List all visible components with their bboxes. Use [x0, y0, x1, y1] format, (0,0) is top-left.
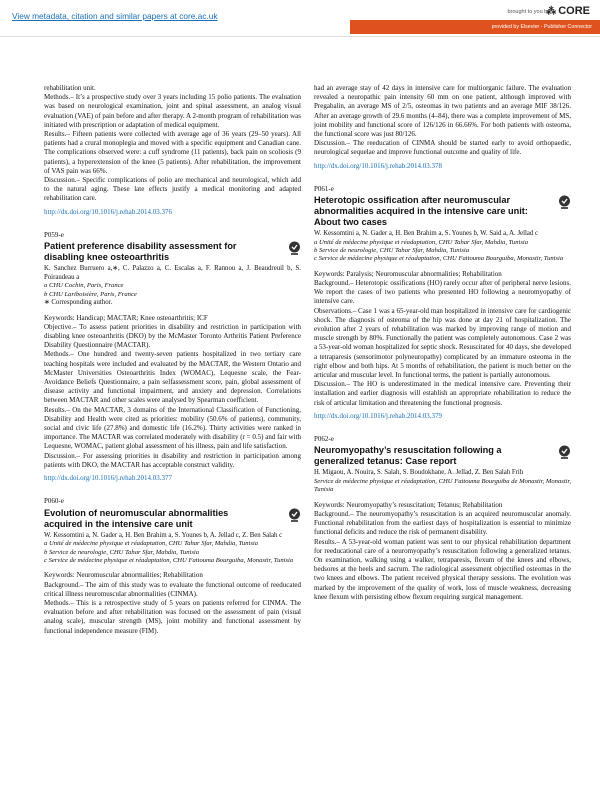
keywords: Keywords: Handicap; MACTAR; Knee osteoarthritis; ICF — [44, 313, 208, 322]
core-logo-icon: ⁂ — [546, 6, 557, 17]
brought-by-label: brought to you by — [507, 9, 550, 15]
background: Background.– Heterotopic ossifications (HO) rarely occur after of peripheral nerve lesions. We report the cases of two patients who presented HO following a neuromyopathy of intensive care. — [314, 279, 571, 306]
affiliation: c Service de médecine physique et réadaptation, CHU Fattouma Bourguiba, Monastir, Tunisia — [44, 556, 294, 564]
results: Results.– On the MACTAR, 3 domains of the International Classification of Functioning, Disability and Health were cited as priorities: mobility (50.6% of patients), community, social and civic life (27.8%) and domestic life (16.2%). Thirty activities were ranked in importance. The MACTAR was correlated moderately with disability (r = 0.5) and fair with Lequesne, WOMAC, patient global assessment of his illness, pain and life satisfaction. — [44, 405, 301, 451]
methods: Methods.– This is a retrospective study of 5 years on patients referred for CINMA. The evaluation before and after rehabilitation was focused on the assessment of pain (visual analog scale), muscular strength (MS), joint mobility and functional assessment by functional independence measure (FIM). — [44, 598, 301, 635]
affiliation: a Unité de médecine physique et réadaptation, CHU Tahar Sfar, Mahdia, Tunisia — [44, 540, 259, 548]
affiliation: a Unité de médecine physique et réadaptation, CHU Tahar Sfar, Mahdia, Tunisia — [314, 238, 529, 246]
doi-link[interactable]: http://dx.doi.org/10.1016/j.rehab.2014.03.379 — [314, 411, 443, 420]
observations: Observations.– Case 1 was a 65-year-old man hospitalized in intensive care for cardiogenic shock. The diagnosis of osteoma of the hip was done at day 21 of hospitalization. The evolution after 2 years of rehabilitation was marked by improving range of motion and muscle strength by 80%. Functionally the patient was completely autonomous. Case 2 was a 53-year-old woman hospitalized for septic shock. Resuscitated for 40 days, she developed a tetraparesis (sensorimotor polyneuropathy) complicated by an immature osteoma in the right elbow and both hips. At 5 months of rehabilitation, the patient is much better on the articular and muscular level. In functional terms, the patient is partially autonomous. — [314, 306, 571, 380]
affiliation: c Service de médecine physique et réadaptation, CHU Fattouma Bourguiba, Monastir, Tunisia — [314, 255, 564, 263]
keywords: Keywords: Neuromuscular abnormalities; Rehabilitation — [44, 571, 203, 580]
abstract-code: P062-e — [314, 435, 334, 444]
results: Results.– A 53-year-old woman patient was sent to our physical rehabilitation department for reeducational care of a neuromyopathy’s resuscitation following a generalized tetanus. On examination, walking using a walker, tetraparesis, flexum of the knees and elbows, bedsores at the heels and sacrum. The radiological assessment objectified osteomas in the two knees and elbows. The patient received physical therapy sessions. The evolution was marked by the improvement of the quality of work, loss of muscle weakness, decreasing knee flexum with persisting elbow flexum requiring surgical management. — [314, 537, 571, 601]
background: Background.– The neuromyopathy’s resuscitation is an acquired neuromuscular anomaly. Functional rehabilitation from the earliest days of hospitalization is essential to minimize functional deficits and reduce the risk of permanent disability. — [314, 509, 571, 537]
authors: W. Kessomtini a, N. Gader a, H. Ben Brahim a, S. Younes b, A. Jellad c, Z. Ben Salah c — [44, 531, 283, 539]
metadata-link[interactable]: View metadata, citation and similar papers at core.ac.uk — [12, 11, 218, 21]
core-logo[interactable]: ⁂ CORE — [546, 5, 590, 17]
prev-discussion: Discussion.– The reeducation of CINMA should be started early to avoid orthopaedic, neurological sequelae and improve functional outcome and quality of life. — [314, 139, 571, 157]
doi-link[interactable]: http://dx.doi.org/10.1016/j.rehab.2014.03.377 — [44, 474, 173, 483]
abstract-title: Evolution of neuromuscular abnormalities acquired in the intensive care unit — [44, 507, 229, 529]
abstract-title: Heterotopic ossification after neuromuscular abnormalities acquired in the intensive care unit: About two cases — [314, 195, 528, 228]
affiliation: b Service de neurologie, CHU Tahar Sfar, Mahdia, Tunisia — [314, 247, 470, 255]
keywords: Keywords: Neuromyopathy’s resuscitation; Tetanus; Rehabilitation — [314, 500, 503, 509]
objective: Objective.– To assess patient priorities in disability and restriction in participation with disabling knee osteoarthritis (DKO) by the McMaster Toronto Arthritis Patient Preference Disability Questionnaire (MACTAR). — [44, 322, 301, 350]
affiliation: b CHU Lariboisière, Paris, France — [44, 290, 137, 298]
abstract-code: P060-e — [44, 497, 64, 506]
authors: K. Sanchez Burruero a,∗, C. Palazzo a, C. Escalas a, F. Rannou a, J. Beaudreuil b, S. Poiraudeau a — [44, 265, 301, 281]
authors: W. Kessomtini a, N. Gader a, H. Ben Brahim a, S. Younes b, W. Said a, A. Jellad c — [314, 230, 539, 238]
affiliation: b Service de neurologie, CHU Tahar Sfar, Mahdia, Tunisia — [44, 548, 200, 556]
prev-results: had an average stay of 42 days in intensive care for multiorganic failure. The evaluation revealed a neuropathic pain intensity 60 mm on one patient, although improved with Pregabalin, an average MS of 2/5, osteomas in two patients and an average MIF 38/126. After an average growth of 29.6 months (4–84), there was a complete improvement of MS, joint mobility and functional score of 126/126 in 66.66%. For both patients with osteoma, the functional score was just 80/126. — [314, 84, 571, 139]
affiliation: a CHU Cochin, Paris, France — [44, 282, 124, 290]
doi-link[interactable]: http://dx.doi.org/10.1016/j.rehab.2014.03.378 — [314, 161, 443, 170]
left-column — [44, 84, 301, 636]
prev-discussion: Discussion.– Specific complications of polio are mechanical and neurological, which add to the natural aging. These late effects justify a medical monitoring and adapted rehabilitation care. — [44, 176, 301, 203]
crossmark-icon[interactable] — [558, 195, 571, 210]
prev-methods: Methods.– It’s a prospective study over 3 years including 15 polio patients. The evaluation was based on neurological examination, joint and spinal assessment, an analog visual evaluation (VAE) of pain before and after therapy. A 2-month program of rehabilitation was initiated with prescription or adaptation of medical equipment. — [44, 93, 301, 129]
prev-intro: rehabilitation unit. — [44, 84, 96, 92]
keywords: Keywords: Paralysis; Neuromuscular abnormalities; Rehabilitation — [314, 269, 502, 278]
abstract-code: P059-e — [44, 230, 64, 239]
prev-results: Results.– Fifteen patients were collected with average age of 36 years (29–50 years). All patients had a crural monoplegia and moved with a specific equipment and Canadian cane. The complications observed were: a cuff syndrome (11 patients), back pain on scoliosis (9 patients), a hyperextension of the knee (5 patients). After rehabilitation, the improvement of VAS pain was 66%. — [44, 130, 301, 175]
crossmark-icon[interactable] — [288, 508, 301, 523]
core-banner — [0, 0, 600, 37]
abstract-code: P061-e — [314, 184, 334, 193]
background: Background.– The aim of this study was to evaluate the functional outcome of reeducated critical illness neuromuscular abnormalities (CINMA). — [44, 580, 301, 598]
abstract-title: Neuromyopathy’s resuscitation following a generalized tetanus: Case report — [314, 445, 502, 467]
provided-by-bar: provided by Elsevier - Publisher Connector — [350, 20, 600, 34]
crossmark-icon[interactable] — [558, 445, 571, 460]
methods: Methods.– One hundred and twenty-seven patients hospitalized in two tertiary care teaching hospitals were included and evaluated by the MACTAR, the Western Ontario and McMaster Universities Osteoarthritis Index (WOMAC), Lequesne scale, the Fear-Avoidance Beliefs Questionnaire, a pain selfassessment score, pain, global assessment of disease activity and functional impairment, and anxiety and depression. Correlations between MACTAR and other scales were analysed by Spearman coefficient. — [44, 350, 301, 405]
corresponding-author: ∗ Corresponding author. — [44, 299, 113, 307]
discussion: Discussion.– For assessing priorities in disability and restriction in participation among patients with DKO, the MACTAR has acceptable construct validity. — [44, 451, 301, 469]
affiliation: Service de médecine physique et réadaptation, CHU Fattouma Bourguiba de Monastir, Monastir, Tunisia — [314, 477, 571, 494]
abstract-title: Patient preference disability assessment for disabling knee osteoarthritis — [44, 241, 237, 263]
authors: H. Migaou, A. Nouira, S. Salah, S. Boudokhane, A. Jellad, Z. Ben Salah Frih — [314, 469, 524, 477]
discussion: Discussion.– The HO is underestimated in the medical intensive care. Preventing their installation and earlier diagnosis will establish an appropriate rehabilitation to reduce the risk of articular limitation and threatening the functional prognosis. — [314, 380, 571, 407]
crossmark-icon[interactable] — [288, 241, 301, 256]
doi-link[interactable]: http://dx.doi.org/10.1016/j.rehab.2014.03.376 — [44, 207, 173, 216]
right-column — [314, 84, 571, 602]
